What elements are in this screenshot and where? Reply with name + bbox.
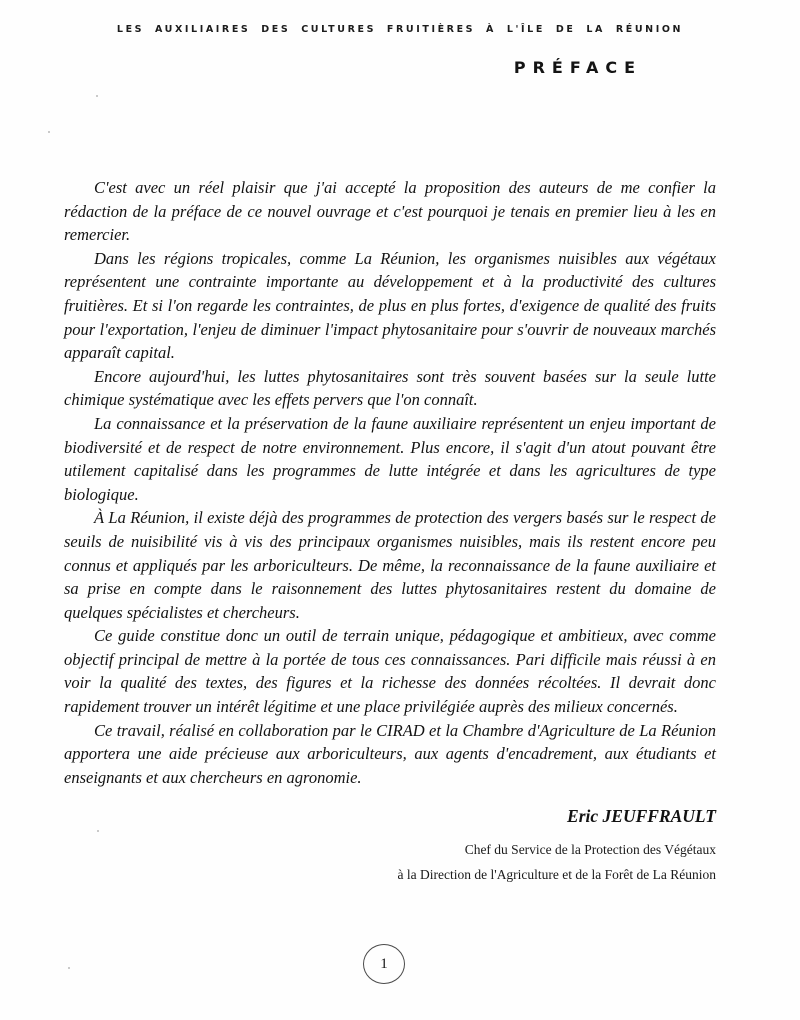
page-number: 1 <box>380 955 388 972</box>
scan-speck <box>48 131 50 133</box>
paragraph-7: Ce travail, réalisé en collaboration par le CIRAD et la Chambre d'Agriculture de La Réunion apportera une aide précieuse aux arboriculteurs, aux agents d'encadrement, aux étudiants et enseignants et aux chercheurs en agronomie. <box>64 720 716 787</box>
scan-speck <box>97 830 99 832</box>
paragraph-5: À La Réunion, il existe déjà des programmes de protection des vergers basés sur le respect de seuils de nuisibilité vis à vis des principaux organismes nuisibles, mais ils restent encore peu connus et appliqués par les arboriculteurs. De même, la reconnaissance de la faune auxiliaire et sa prise en compte dans le raisonnement des luttes phytosanitaires restent du domaine de quelques spécialistes et chercheurs. <box>64 508 716 622</box>
scan-speck <box>96 95 98 97</box>
page-title: PRÉFACE <box>513 58 642 77</box>
page-number-badge <box>363 944 405 984</box>
paragraph-3: Encore aujourd'hui, les luttes phytosanitaires sont très souvent basées sur la seule lutte chimique systématique avec les effets pervers que l'on connaît. <box>64 366 716 410</box>
scan-speck <box>68 967 70 969</box>
signature-block <box>398 806 716 887</box>
paragraph-4: La connaissance et la préservation de la faune auxiliaire représentent un enjeu important de biodiversité et de respect de notre environnement. Plus encore, il s'agit d'un atout pouvant être utilement capitalisé dans les programmes de lutte intégrée et dans les agricultures de type biologique. <box>64 413 716 504</box>
paragraph-2: Dans les régions tropicales, comme La Réunion, les organismes nuisibles aux végétaux représentent une contrainte importante au développement et à la productivité des cultures fruitières. Et si l'on regarde les contraintes, de plus en plus fortes, d'exigence de qualité des fruits pour l'exportation, l'enjeu de diminuer l'impact phytosanitaire pour s'ouvrir de nouveaux marchés apparaît capital. <box>64 248 716 363</box>
preface-body <box>64 176 716 789</box>
signature-role-line1: Chef du Service de la Protection des Végétaux <box>464 842 716 857</box>
paragraph-1: C'est avec un réel plaisir que j'ai accepté la proposition des auteurs de me confier la rédaction de la préface de ce nouvel ouvrage et c'est pourquoi je tenais en premier lieu à les en remercier. <box>64 178 716 245</box>
paragraph-6: Ce guide constitue donc un outil de terrain unique, pédagogique et ambitieux, avec comme objectif principal de mettre à la portée de tous ces connaissances. Pari difficile mais réussi à en voir la qualité des textes, des figures et la richesse des données récoltées. Il devrait donc rapidement trouver un intérêt légitime et une place privilégiée auprès des milieux concernés. <box>64 626 716 717</box>
running-title: LES AUXILIAIRES DES CULTURES FRUITIÈRES À L'ÎLE DE LA RÉUNION <box>116 24 684 35</box>
signature-role-line2: à la Direction de l'Agriculture et de la Forêt de La Réunion <box>397 867 716 882</box>
signature-name: Eric JEUFFRAULT <box>567 806 716 826</box>
